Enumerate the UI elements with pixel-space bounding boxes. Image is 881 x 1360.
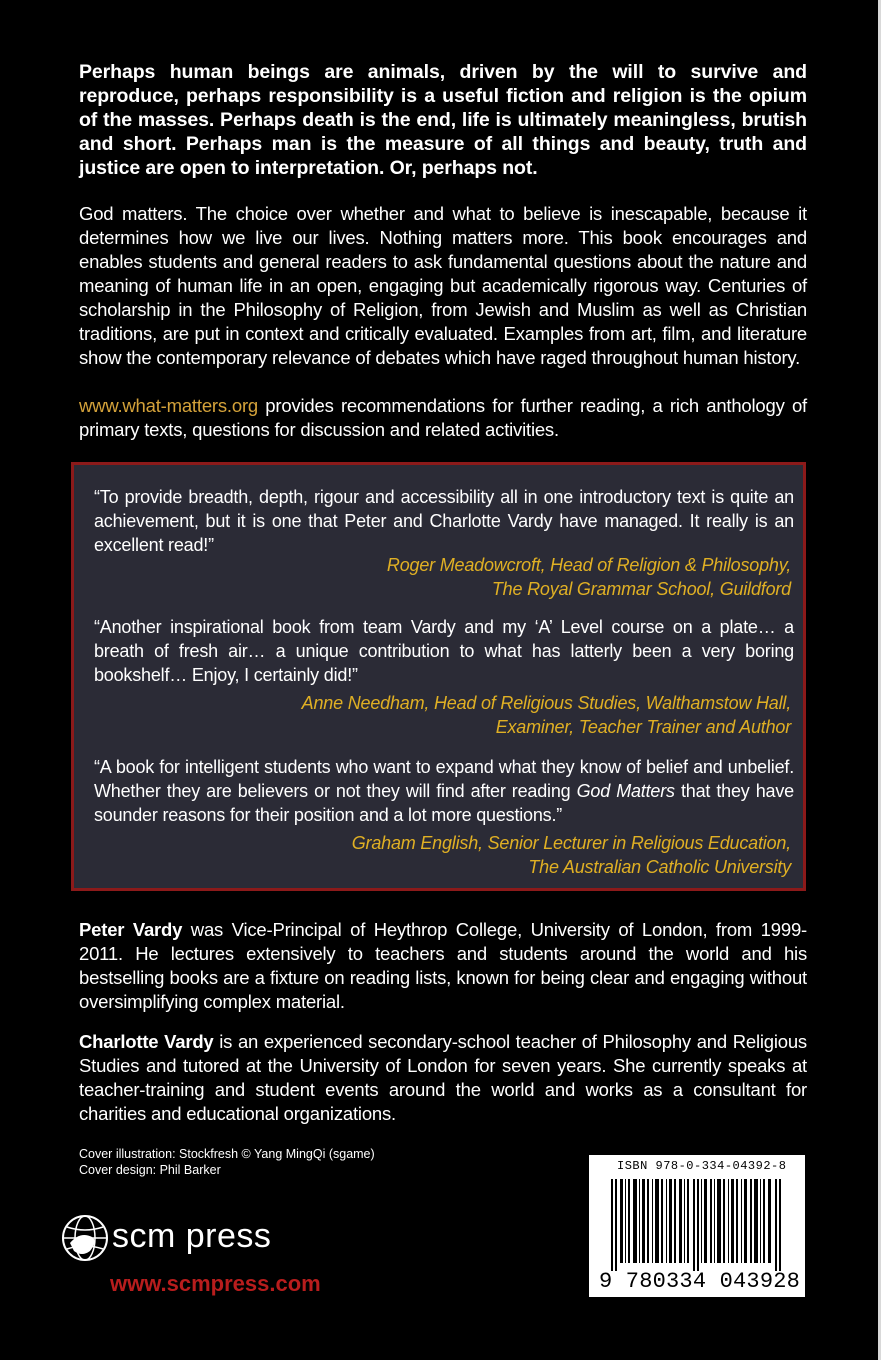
endorsement-quote — [94, 755, 794, 827]
endorsement-attribution — [91, 691, 791, 739]
author-bio — [79, 918, 807, 1014]
attribution-line: Anne Needham, Head of Religious Studies, Walthamstow Hall, — [301, 693, 791, 713]
attribution-line: Graham English, Senior Lecturer in Religious Education, — [351, 833, 791, 853]
attribution-line: The Australian Catholic University — [528, 857, 791, 877]
attribution-line: Examiner, Teacher Trainer and Author — [495, 717, 791, 737]
endorsement-quote: “To provide breadth, depth, rigour and accessibility all in one introductory text is quite an achievement, but it is one that Peter and Charlotte Vardy have managed. It really is an excellent read!” — [94, 487, 794, 555]
illustration-credit: Cover illustration: Stockfresh © Yang MingQi (sgame) — [79, 1147, 375, 1161]
globe-icon — [60, 1213, 110, 1263]
description-paragraph: God matters. The choice over whether and what to believe is inescapable, because it determines how we live our lives. Nothing matters more. This book encourages and enables students and general readers to ask fundamental questions about the nature and meaning of human life in an open, engaging but academically rigorous way. Centuries of scholarship in the Philosophy of Religion, from Jewish and Muslim as well as Christian traditions, are put in context and critically evaluated. Examples from art, film, and literature show the contemporary relevance of debates which have raged throughout human history. — [79, 203, 807, 368]
isbn-barcode — [589, 1155, 805, 1297]
attribution-line: The Royal Grammar School, Guildford — [491, 579, 791, 599]
quote-text: “A book for intelligent students who want to expand what they know of belief and unbelief. Whether they are believers or not they will find after reading — [94, 757, 794, 801]
endorsements-box — [71, 462, 806, 891]
bio-text: is an experienced secondary-school teacher of Philosophy and Religious Studies and tutored at the University of London for seven years. She currently speaks at teacher-training and student events around the world and works as a consultant for charities and educational organizations. — [79, 1031, 807, 1124]
attribution-line: Roger Meadowcroft, Head of Religion & Philosophy, — [386, 555, 791, 575]
barcode-bars — [611, 1179, 783, 1271]
author-name: Charlotte Vardy — [79, 1031, 214, 1052]
publisher-logo — [60, 1213, 380, 1308]
isbn-label: ISBN 978-0-334-04392-8 — [617, 1159, 787, 1173]
endorsement-quote: “Another inspirational book from team Vardy and my ‘A’ Level course on a plate… a breath of fresh air… a unique contribution to what has latterly been a very boring bookshelf… Enjoy, I certainly did!” — [94, 617, 794, 685]
endorsement-attribution — [91, 553, 791, 601]
website-link[interactable]: www.what-matters.org — [79, 395, 258, 416]
isbn-number: 9 780334 043928 — [599, 1269, 801, 1294]
book-title: God Matters — [576, 781, 675, 801]
quote-text: that they have sounder reasons for their position and a lot more questions.” — [94, 781, 794, 825]
author-name: Peter Vardy — [79, 919, 183, 940]
website-paragraph — [79, 394, 807, 442]
website-text: provides recommendations for further reading, a rich anthology of primary texts, questions for discussion and related activities. — [79, 395, 807, 440]
endorsement-attribution — [91, 831, 791, 879]
intro-paragraph: Perhaps human beings are animals, driven by the will to survive and reproduce, perhaps responsibility is a useful fiction and religion is the opium of the masses. Perhaps death is the end, life is ultimately meaningless, brutish and short. Perhaps man is the measure of all things and beauty, truth and justice are open to interpretation. Or, perhaps not. — [79, 61, 807, 179]
publisher-url[interactable]: www.scmpress.com — [110, 1271, 321, 1296]
bio-text: was Vice-Principal of Heythrop College, University of London, from 1999-2011. He lectures extensively to teachers and students around the world and his bestselling books are a fixture on reading lists, known for being clear and engaging without oversimplifying complex material. — [79, 919, 807, 1012]
cover-credits — [79, 1146, 375, 1178]
design-credit: Cover design: Phil Barker — [79, 1163, 221, 1177]
author-bio — [79, 1030, 807, 1126]
publisher-name: scm press — [112, 1217, 272, 1255]
